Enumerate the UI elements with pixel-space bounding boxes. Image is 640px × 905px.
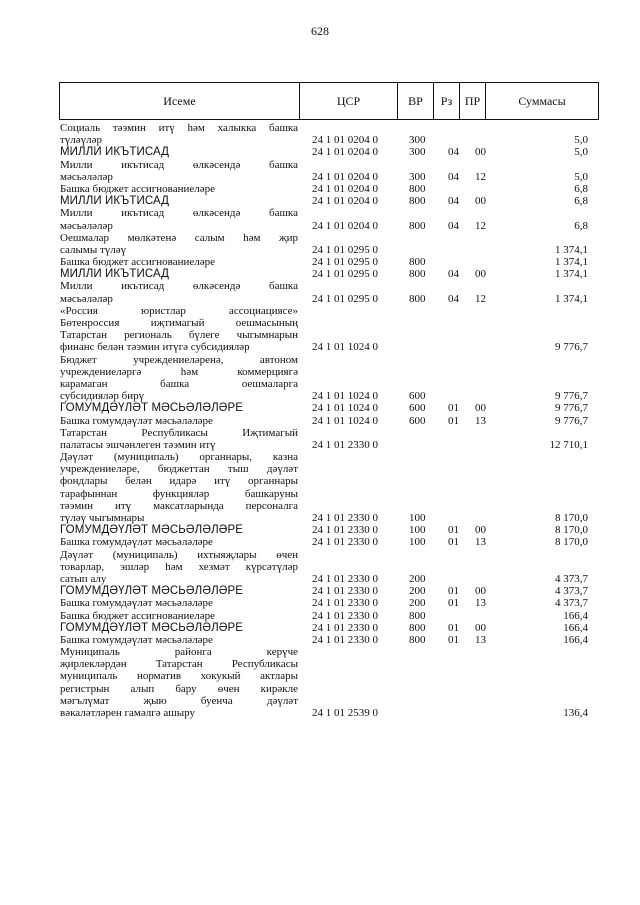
- row-pr: 12: [475, 292, 486, 305]
- row-name: товарлар, эшләр һәм хезмәт күрсәтүләр: [60, 560, 298, 573]
- row-pr: 00: [475, 585, 486, 598]
- row-name: фондлары белән идарә итү органнары: [60, 475, 298, 488]
- row-vr: 100: [409, 524, 426, 537]
- table-row: [0, 573, 640, 585]
- row-name: Татарстан региональ бүлеге чыгымнарын: [60, 329, 298, 342]
- row-vr: 800: [409, 292, 426, 305]
- row-sum: 9 776,7: [555, 341, 588, 354]
- row-sum: 9 776,7: [555, 390, 588, 403]
- row-name: МИЛЛИ ИКЪТИСАД: [60, 268, 170, 281]
- row-name: Оешмалар мөлкәтенә салым һәм җир: [60, 231, 298, 244]
- row-vr: 800: [409, 256, 426, 269]
- row-name: вәкаләтләрен гамәлгә ашыру: [60, 707, 195, 719]
- row-rz: 01: [448, 524, 459, 537]
- row-rz: 04: [448, 195, 459, 208]
- table-row: [0, 488, 640, 500]
- row-name: Башка бюджет ассигнованиеләре: [60, 609, 215, 622]
- row-sum: 12 710,1: [549, 438, 588, 451]
- table-row: [0, 500, 640, 512]
- row-csr: 24 1 01 0204 0: [312, 219, 378, 232]
- row-vr: 300: [409, 134, 426, 147]
- row-csr: 24 1 01 2330 0: [312, 621, 378, 634]
- row-vr: 800: [409, 195, 426, 208]
- row-rz: 01: [448, 536, 459, 549]
- row-csr: 24 1 01 2330 0: [312, 585, 378, 598]
- row-sum: 166,4: [563, 633, 588, 646]
- column-header-pr: ПР: [460, 83, 486, 120]
- row-csr: 24 1 01 0295 0: [312, 292, 378, 305]
- table-row: [0, 622, 640, 634]
- row-sum: 6,8: [574, 219, 588, 232]
- table-row: [0, 268, 640, 280]
- row-csr: 24 1 01 0204 0: [312, 134, 378, 147]
- row-rz: 04: [448, 170, 459, 183]
- row-pr: 13: [475, 414, 486, 427]
- row-vr: 800: [409, 609, 426, 622]
- table-row: [0, 463, 640, 475]
- row-name: ГОМУМДӘҮЛӘТ МӘСЬӘЛӘЛӘРЕ: [60, 524, 244, 537]
- row-name: учреждениеләргә һәм коммерциягә: [60, 365, 298, 378]
- row-rz: 01: [448, 597, 459, 610]
- table-row: [0, 658, 640, 670]
- table-row: [0, 280, 640, 292]
- row-vr: 800: [409, 633, 426, 646]
- row-name: Дәүләт (муниципаль) органнары, казна: [60, 451, 298, 464]
- row-rz: 04: [448, 219, 459, 232]
- table-row: [0, 220, 640, 232]
- table-row: [0, 683, 640, 695]
- table-row: [0, 195, 640, 207]
- row-rz: 01: [448, 621, 459, 634]
- row-pr: 13: [475, 536, 486, 549]
- row-sum: 1 374,1: [555, 243, 588, 256]
- table-row: [0, 512, 640, 524]
- table-row: [0, 415, 640, 427]
- table-row: [0, 244, 640, 256]
- row-name: түләүләр: [60, 134, 103, 147]
- table-row: [0, 402, 640, 414]
- row-name: Бюджет учреждениеләренә, автоном: [60, 353, 298, 366]
- row-csr: 24 1 01 1024 0: [312, 414, 378, 427]
- row-pr: 00: [475, 621, 486, 634]
- row-name: җирлекләрдән Татарстан Республикасы: [60, 658, 298, 671]
- row-vr: 300: [409, 170, 426, 183]
- table-row: [0, 597, 640, 609]
- row-sum: 8 170,0: [555, 536, 588, 549]
- row-name: Бөтенроссия иҗтимагый оешмасының: [60, 317, 298, 329]
- row-csr: 24 1 01 2330 0: [312, 633, 378, 646]
- row-vr: 600: [409, 402, 426, 415]
- table-row: [0, 524, 640, 536]
- row-csr: 24 1 01 0295 0: [312, 256, 378, 269]
- table-row: [0, 305, 640, 317]
- table-row: [0, 134, 640, 146]
- row-sum: 8 170,0: [555, 524, 588, 537]
- row-rz: 01: [448, 402, 459, 415]
- row-name: ГОМУМДӘҮЛӘТ МӘСЬӘЛӘЛӘРЕ: [60, 621, 244, 634]
- table-row: [0, 341, 640, 353]
- row-csr: 24 1 01 2330 0: [312, 609, 378, 622]
- row-name: мәсьәләләр: [60, 219, 113, 232]
- row-sum: 5,0: [574, 134, 588, 147]
- table-row: [0, 475, 640, 487]
- row-vr: 800: [409, 182, 426, 195]
- row-csr: 24 1 01 2330 0: [312, 512, 378, 524]
- row-pr: 00: [475, 146, 486, 159]
- row-rz: 04: [448, 268, 459, 281]
- row-sum: 5,0: [574, 146, 588, 159]
- row-csr: 24 1 01 2330 0: [312, 536, 378, 549]
- row-sum: 166,4: [563, 621, 588, 634]
- column-header-sum: Суммасы: [486, 83, 599, 120]
- row-csr: 24 1 01 2539 0: [312, 707, 378, 719]
- row-sum: 9 776,7: [555, 402, 588, 415]
- row-csr: 24 1 01 1024 0: [312, 390, 378, 403]
- row-csr: 24 1 01 0204 0: [312, 146, 378, 159]
- table-row: [0, 427, 640, 439]
- table-row: [0, 171, 640, 183]
- row-csr: 24 1 01 0204 0: [312, 195, 378, 208]
- row-sum: 9 776,7: [555, 414, 588, 427]
- table-row: [0, 146, 640, 158]
- row-name: МИЛЛИ ИКЪТИСАД: [60, 146, 170, 159]
- row-name: ГОМУМДӘҮЛӘТ МӘСЬӘЛӘЛӘРЕ: [60, 585, 244, 598]
- row-csr: 24 1 01 0295 0: [312, 268, 378, 281]
- row-sum: 6,8: [574, 182, 588, 195]
- table-row: [0, 439, 640, 451]
- row-name: субсидияләр бирү: [60, 390, 145, 403]
- row-name: салымы түләү: [60, 243, 127, 256]
- row-vr: 200: [409, 585, 426, 598]
- row-name: мәгълүмат җыю буенча дәүләт: [60, 694, 298, 707]
- row-vr: 300: [409, 146, 426, 159]
- table-row: [0, 378, 640, 390]
- row-name: Дәүләт (муниципаль) ихтыяҗлары өчен: [60, 548, 298, 561]
- table-row: [0, 707, 640, 719]
- row-pr: 00: [475, 268, 486, 281]
- row-name: Башка бюджет ассигнованиеләре: [60, 182, 215, 195]
- row-vr: 600: [409, 414, 426, 427]
- row-rz: 01: [448, 633, 459, 646]
- row-vr: 200: [409, 597, 426, 610]
- row-csr: 24 1 01 2330 0: [312, 597, 378, 610]
- row-pr: 13: [475, 597, 486, 610]
- row-vr: 600: [409, 390, 426, 403]
- row-csr: 24 1 01 0204 0: [312, 170, 378, 183]
- table-row: [0, 317, 640, 329]
- table-row: [0, 207, 640, 219]
- table-row: [0, 670, 640, 682]
- row-name: сатып алу: [60, 572, 107, 585]
- row-pr: 00: [475, 402, 486, 415]
- row-sum: 166,4: [563, 609, 588, 622]
- row-rz: 01: [448, 414, 459, 427]
- row-csr: 24 1 01 0204 0: [312, 182, 378, 195]
- table-row: [0, 232, 640, 244]
- row-name: МИЛЛИ ИКЪТИСАД: [60, 195, 170, 208]
- column-header-name: Исеме: [60, 83, 300, 120]
- table-row: [0, 646, 640, 658]
- row-name: Башка бюджет ассигнованиеләре: [60, 256, 215, 269]
- table-row: [0, 561, 640, 573]
- row-pr: 12: [475, 170, 486, 183]
- table-row: [0, 183, 640, 195]
- row-rz: 04: [448, 292, 459, 305]
- row-name: Башка гомумдәүләт мәсьәләләре: [60, 414, 213, 427]
- row-name: Башка гомумдәүләт мәсьәләләре: [60, 633, 213, 646]
- row-name: финанс белән тәэмин итүгә субсидияләр: [60, 341, 250, 354]
- table-row: [0, 610, 640, 622]
- row-rz: 04: [448, 146, 459, 159]
- row-name: палатасы эшчәнлеген тәэмин итү: [60, 438, 216, 451]
- page-number: 628: [311, 24, 329, 38]
- row-vr: 100: [409, 536, 426, 549]
- row-csr: 24 1 01 2330 0: [312, 572, 378, 585]
- row-name: тәэмин итү максатларында персоналга: [60, 499, 298, 512]
- row-vr: 100: [409, 512, 426, 524]
- row-sum: 4 373,7: [555, 597, 588, 610]
- row-pr: 13: [475, 633, 486, 646]
- row-sum: 1 374,1: [555, 292, 588, 305]
- row-name: Татарстан Республикасы Иҗтимагый: [60, 426, 298, 439]
- row-csr: 24 1 01 2330 0: [312, 524, 378, 537]
- row-name: ГОМУМДӘҮЛӘТ МӘСЬӘЛӘЛӘРЕ: [60, 402, 244, 415]
- table-row: [0, 451, 640, 463]
- row-name: Милли икътисад өлкәсендә башка: [60, 280, 298, 293]
- row-sum: 136,4: [563, 707, 588, 719]
- table-row: [0, 159, 640, 171]
- row-sum: 8 170,0: [555, 512, 588, 524]
- table-row: [0, 695, 640, 707]
- row-sum: 4 373,7: [555, 572, 588, 585]
- row-name: Муниципаль районга керүче: [60, 646, 298, 659]
- table-row: [0, 536, 640, 548]
- row-pr: 00: [475, 195, 486, 208]
- table-row: [0, 122, 640, 134]
- table-row: [0, 354, 640, 366]
- row-name: Башка гомумдәүләт мәсьәләләре: [60, 536, 213, 549]
- table-header: [59, 82, 599, 120]
- column-header-csr: ЦСР: [300, 83, 398, 120]
- row-csr: 24 1 01 1024 0: [312, 402, 378, 415]
- row-name: регистрын алып бару өчен кирәкле: [60, 682, 298, 695]
- table-row: [0, 256, 640, 268]
- row-vr: 800: [409, 219, 426, 232]
- column-header-rz: Рз: [434, 83, 460, 120]
- row-name: мәсьәләләр: [60, 170, 113, 183]
- row-vr: 800: [409, 268, 426, 281]
- row-sum: 1 374,1: [555, 268, 588, 281]
- row-sum: 6,8: [574, 195, 588, 208]
- row-name: тарафыннан функцияләр башкаруны: [60, 487, 298, 500]
- row-name: Социаль тәэмин итү һәм халыкка башка: [60, 122, 298, 134]
- table-row: [0, 634, 640, 646]
- table-row: [0, 366, 640, 378]
- row-csr: 24 1 01 2330 0: [312, 438, 378, 451]
- row-name: муниципаль норматив хокукый актлары: [60, 670, 298, 683]
- row-name: мәсьәләләр: [60, 292, 113, 305]
- row-vr: 800: [409, 621, 426, 634]
- row-name: учреждениеләре, бюджеттан тыш дәүләт: [60, 463, 298, 476]
- row-rz: 01: [448, 585, 459, 598]
- row-name: Башка гомумдәүләт мәсьәләләре: [60, 597, 213, 610]
- table-row: [0, 293, 640, 305]
- row-sum: 1 374,1: [555, 256, 588, 269]
- row-pr: 00: [475, 524, 486, 537]
- row-name: түләү чыгымнары: [60, 512, 145, 524]
- table-row: [0, 549, 640, 561]
- table-body: [0, 122, 640, 719]
- column-header-vr: ВР: [398, 83, 434, 120]
- row-vr: 200: [409, 572, 426, 585]
- row-name: Милли икътисад өлкәсендә башка: [60, 158, 298, 171]
- row-sum: 4 373,7: [555, 585, 588, 598]
- row-name: «Россия юристлар ассоциациясе»: [60, 304, 298, 317]
- row-name: Милли икътисад өлкәсендә башка: [60, 207, 298, 220]
- table-row: [0, 390, 640, 402]
- row-pr: 12: [475, 219, 486, 232]
- row-csr: 24 1 01 1024 0: [312, 341, 378, 354]
- row-name: карамаган башка оешмаларга: [60, 377, 298, 390]
- table-row: [0, 329, 640, 341]
- row-sum: 5,0: [574, 170, 588, 183]
- row-csr: 24 1 01 0295 0: [312, 243, 378, 256]
- table-row: [0, 585, 640, 597]
